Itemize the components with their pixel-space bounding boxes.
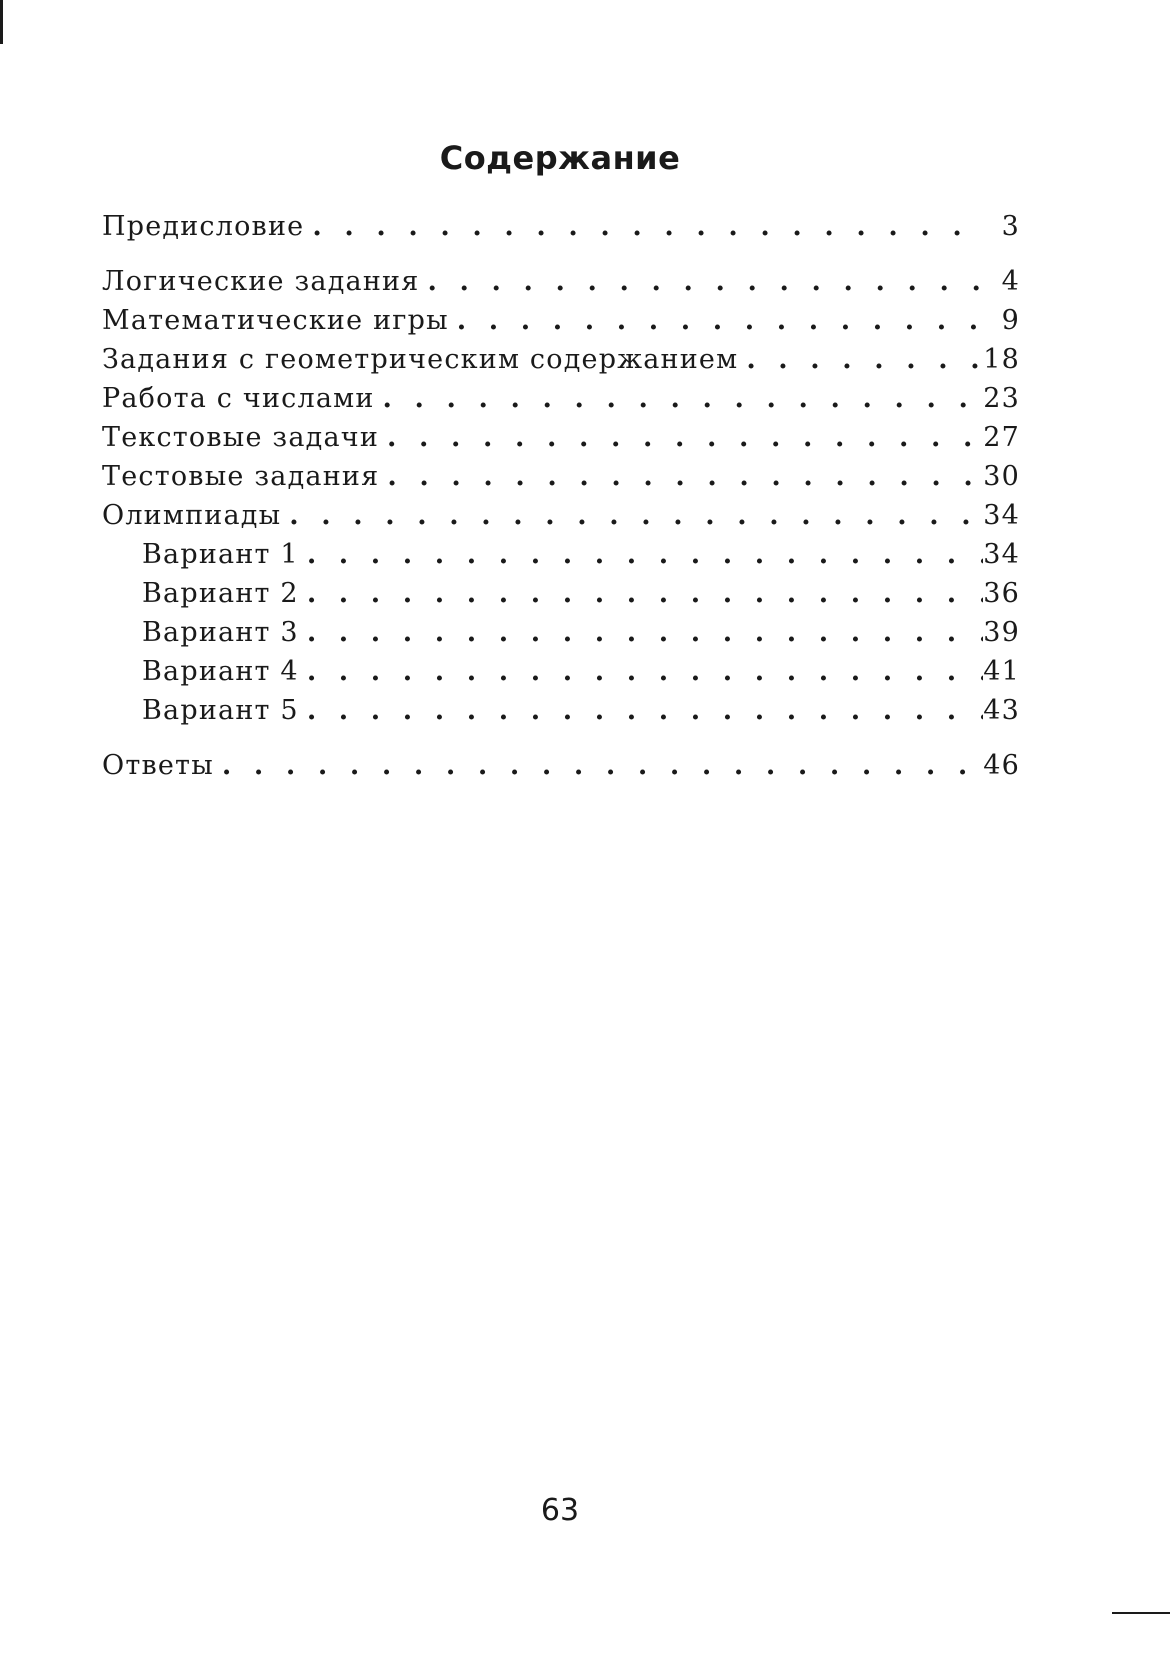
toc-entry-label: Задания с геометрическим содержанием [102,344,739,375]
toc-entry-geometry-tasks[interactable] [102,340,1020,379]
toc-leader-dots [299,535,983,574]
toc-entry-variant-1[interactable] [102,535,1020,574]
toc-entry-page: 43 [983,695,1020,726]
toc-entry-page: 41 [983,656,1020,687]
toc-leader-dots [299,652,983,691]
toc-entry-answers[interactable] [102,746,1020,785]
toc-entry-label: Вариант 2 [142,578,299,609]
table-of-contents [102,207,1020,785]
page-number: 63 [540,1493,580,1528]
toc-entry-page: 34 [983,539,1020,570]
toc-entry-variant-4[interactable] [102,652,1020,691]
toc-entry-preface[interactable] [102,207,1020,246]
toc-leader-dots [738,340,983,379]
toc-entry-label: Работа с числами [102,383,375,414]
toc-entry-label: Тестовые задания [102,461,380,492]
toc-leader-dots [299,613,983,652]
page-title: Содержание [439,139,681,177]
toc-entry-math-games[interactable] [102,301,1020,340]
toc-entry-page: 18 [983,344,1020,375]
toc-entry-label: Математические игры [102,305,449,336]
toc-entry-page: 34 [983,500,1020,531]
toc-entry-variant-5[interactable] [102,691,1020,730]
toc-entry-label: Логические задания [102,266,420,297]
toc-entry-page: 30 [983,461,1020,492]
toc-entry-olympiads[interactable] [102,496,1020,535]
toc-leader-dots [379,457,983,496]
toc-entry-label: Вариант 3 [142,617,299,648]
toc-leader-dots [449,301,984,340]
toc-entry-page: 36 [983,578,1020,609]
crop-mark-left [0,0,3,44]
toc-entry-label: Предисловие [102,211,305,242]
toc-leader-dots [375,379,984,418]
toc-entry-label: Текстовые задачи [102,422,380,453]
toc-entry-page: 39 [983,617,1020,648]
toc-entry-variant-2[interactable] [102,574,1020,613]
toc-entry-label: Вариант 5 [142,695,299,726]
toc-leader-dots [281,496,983,535]
toc-entry-text-problems[interactable] [102,418,1020,457]
toc-entry-label: Ответы [102,750,214,781]
toc-entry-page: 3 [1001,211,1020,242]
toc-entry-page: 4 [1001,266,1020,297]
toc-entry-label: Олимпиады [102,500,282,531]
toc-leader-dots [299,574,983,613]
toc-leader-dots [299,691,983,730]
toc-entry-page: 23 [983,383,1020,414]
toc-entry-numbers[interactable] [102,379,1020,418]
toc-entry-page: 46 [983,750,1020,781]
toc-entry-logic-tasks[interactable] [102,262,1020,301]
toc-leader-dots [419,262,984,301]
toc-leader-dots [304,207,984,246]
toc-leader-dots [379,418,983,457]
toc-entry-page: 9 [1001,305,1020,336]
toc-entry-page: 27 [983,422,1020,453]
crop-mark-bottom [1112,1612,1170,1614]
toc-entry-variant-3[interactable] [102,613,1020,652]
toc-entry-tests[interactable] [102,457,1020,496]
toc-entry-label: Вариант 4 [142,656,299,687]
toc-leader-dots [214,746,983,785]
toc-entry-label: Вариант 1 [142,539,299,570]
